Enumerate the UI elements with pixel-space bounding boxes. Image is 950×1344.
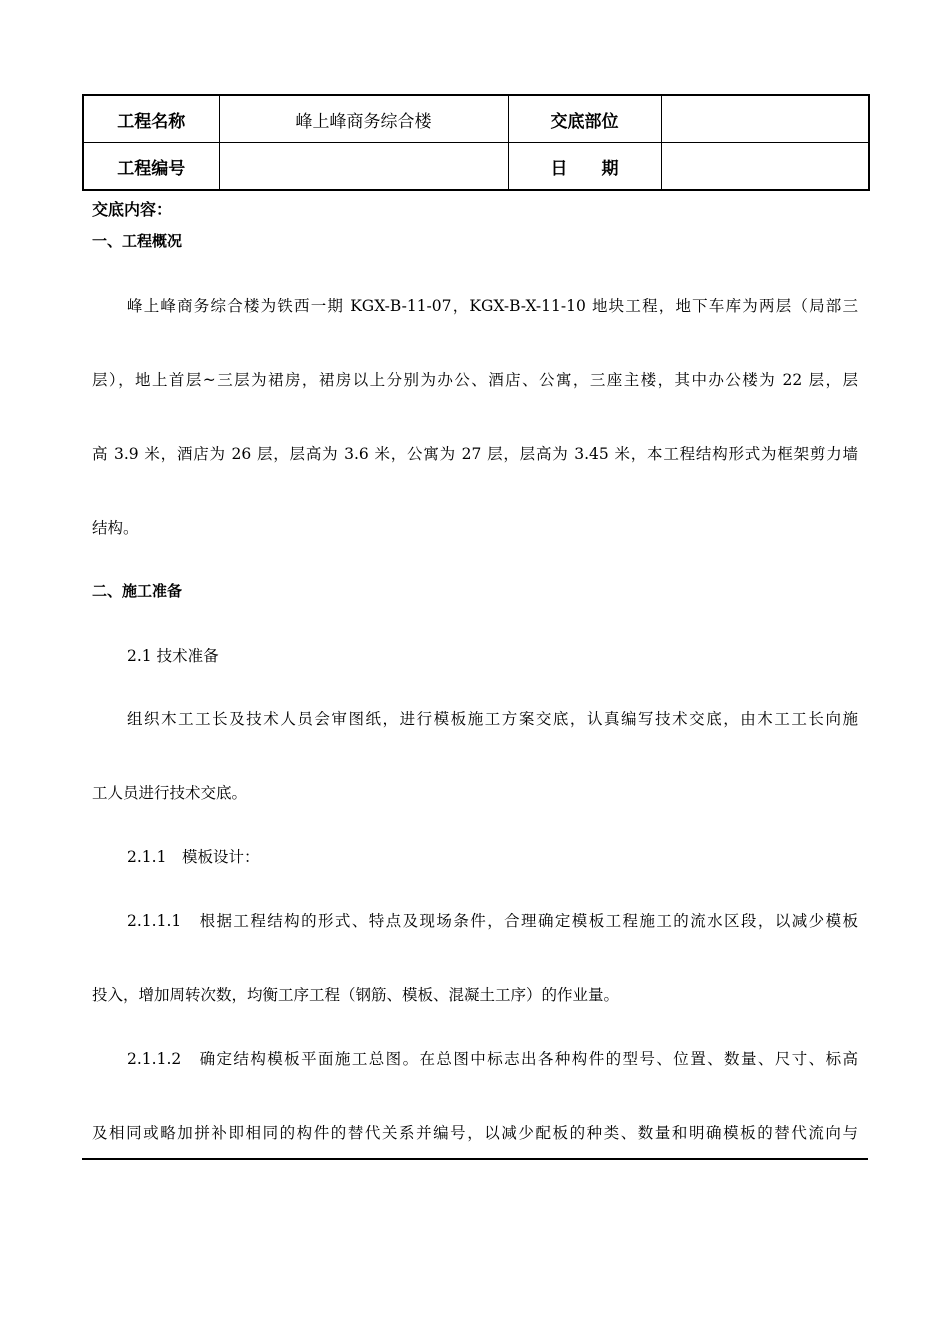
table-row xyxy=(83,95,869,143)
section1-heading: 一、工程概况 xyxy=(92,232,183,250)
location-value xyxy=(661,95,869,143)
paragraph-line: 工人员进行技术交底。 xyxy=(92,784,248,802)
paragraph-line: 投入，增加周转次数，均衡工序工程（钢筋、模板、混凝土工序）的作业量。 xyxy=(92,986,620,1004)
table-row xyxy=(83,143,869,191)
section1-line: 峰上峰商务综合楼为铁西一期 KGX-B-11-07，KGX-B-X-11-10 地块工程，地下车库为两层（局部三 xyxy=(127,297,858,315)
section1-line: 高 3.9 米，酒店为 26 层，层高为 3.6 米，公寓为 27 层，层高为 3.45 米，本工程结构形式为框架剪力墙 xyxy=(92,445,858,463)
paragraph-line: 组织木工工长及技术人员会审图纸，进行模板施工方案交底，认真编写技术交底，由木工工长向施 xyxy=(127,710,858,728)
section1-line: 结构。 xyxy=(92,519,139,537)
content-heading: 交底内容： xyxy=(92,200,173,219)
header-info-table xyxy=(82,94,870,191)
location-label: 交底部位 xyxy=(508,95,661,143)
section1-line: 层），地上首层~三层为裙房，裙房以上分别为办公、酒店、公寓，三座主楼，其中办公楼为 22 层，层 xyxy=(92,371,858,389)
bottom-divider xyxy=(82,1158,868,1160)
subsection-heading: 2.1.1 模板设计： xyxy=(127,848,260,866)
paragraph-line: 2.1.1.1 根据工程结构的形式、特点及现场条件，合理确定模板工程施工的流水区段，以减少模板 xyxy=(127,912,858,930)
project-name-value: 峰上峰商务综合楼 xyxy=(219,95,508,143)
date-value xyxy=(661,143,869,191)
section2-heading: 二、施工准备 xyxy=(92,582,183,600)
project-no-label: 工程编号 xyxy=(83,143,219,191)
subsection-heading: 2.1 技术准备 xyxy=(127,647,219,665)
date-label: 日 期 xyxy=(508,143,661,191)
project-no-value xyxy=(219,143,508,191)
paragraph-line: 及相同或略加拼补即相同的构件的替代关系并编号，以减少配板的种类、数量和明确模板的替代流向与 xyxy=(92,1124,858,1142)
paragraph-line: 2.1.1.2 确定结构模板平面施工总图。在总图中标志出各种构件的型号、位置、数量、尺寸、标高 xyxy=(127,1050,858,1068)
project-name-label: 工程名称 xyxy=(83,95,219,143)
